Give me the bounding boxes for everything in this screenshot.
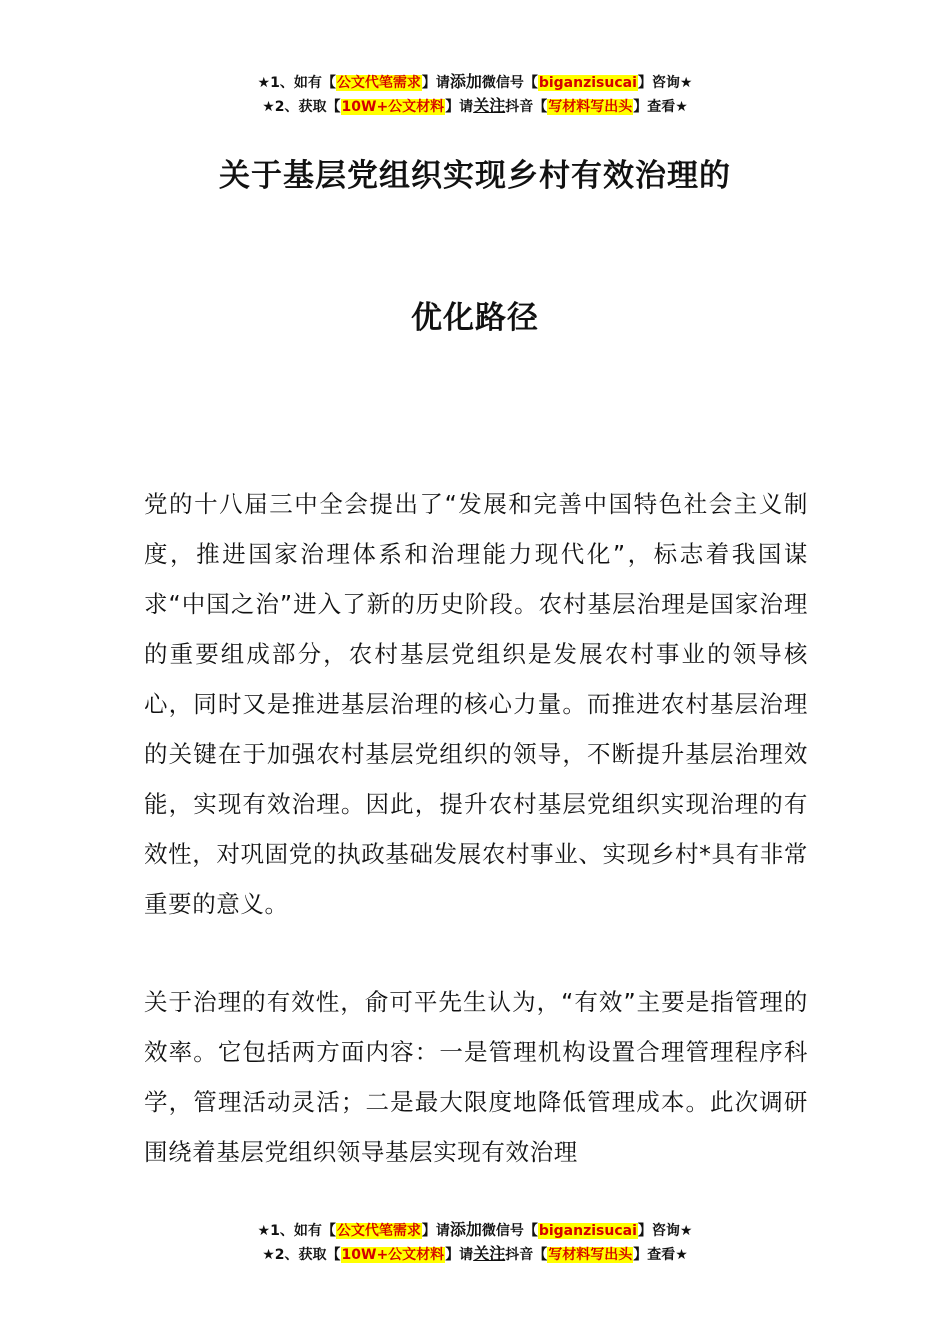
promo-line-2-highlight-douyin: 写材料写出头 — [548, 1247, 633, 1263]
promo-line-2-emphasis: 关注 — [473, 1244, 506, 1263]
header-promo-banner — [0, 70, 950, 118]
promo-line-2-mid: 】请 — [445, 1247, 474, 1263]
promo-line-1 — [0, 70, 950, 94]
promo-line-2-mid2: 抖音【 — [505, 99, 548, 115]
footer-promo-banner — [0, 1218, 950, 1266]
promo-line-2-suffix: 】查看★ — [633, 99, 688, 115]
promo-line-1-prefix: ★1、如有【 — [257, 1223, 336, 1239]
promo-line-1-emphasis: 添加 — [449, 1220, 482, 1239]
promo-line-1-prefix: ★1、如有【 — [257, 75, 336, 91]
promo-line-1 — [0, 1218, 950, 1242]
promo-line-1-suffix: 】咨询★ — [637, 75, 693, 91]
promo-line-1-suffix: 】咨询★ — [637, 1223, 693, 1239]
document-title-line-1: 关于基层党组织实现乡村有效治理的 — [219, 158, 731, 194]
promo-line-2 — [0, 1242, 950, 1266]
body-paragraph-2: 关于治理的有效性，俞可平先生认为，“有效”主要是指管理的效率。它包括两方面内容：一是管理机构设置合理管理程序科学，管理活动灵活；二是最大限度地降低管理成本。此次调研围绕着基层党组织领导基层实现有效治理 — [144, 988, 808, 1166]
promo-line-1-highlight-service: 公文代笔需求 — [336, 75, 421, 91]
promo-line-2-highlight-materials: 10W+公文材料 — [341, 99, 445, 115]
promo-line-2-prefix: ★2、获取【 — [262, 1247, 341, 1263]
promo-line-2-emphasis: 关注 — [473, 96, 506, 115]
promo-line-2-mid: 】请 — [445, 99, 474, 115]
promo-line-1-highlight-service: 公文代笔需求 — [336, 1223, 421, 1239]
promo-line-1-emphasis: 添加 — [449, 72, 482, 91]
promo-line-2-prefix: ★2、获取【 — [262, 99, 341, 115]
promo-line-2-highlight-douyin: 写材料写出头 — [548, 99, 633, 115]
promo-line-1-mid: 】请 — [421, 75, 450, 91]
document-title-line-2: 优化路径 — [411, 300, 539, 336]
promo-line-2-mid2: 抖音【 — [505, 1247, 548, 1263]
promo-line-1-mid2: 微信号【 — [481, 1223, 538, 1239]
promo-line-1-mid: 】请 — [421, 1223, 450, 1239]
promo-line-1-mid2: 微信号【 — [481, 75, 538, 91]
promo-line-1-highlight-wechat: biganzisucai — [538, 1223, 637, 1239]
promo-line-2-suffix: 】查看★ — [633, 1247, 688, 1263]
body-paragraph-1: 党的十八届三中全会提出了“发展和完善中国特色社会主义制度，推进国家治理体系和治理能力现代化”，标志着我国谋求“中国之治”进入了新的历史阶段。农村基层治理是国家治理的重要组成部分，农村基层党组织是发展农村事业的领导核心，同时又是推进基层治理的核心力量。而推进农村基层治理的关键在于加强农村基层党组织的领导，不断提升基层治理效能，实现有效治理。因此，提升农村基层党组织实现治理的有效性，对巩固党的执政基础发展农村事业、实现乡村*具有非常重要的意义。 — [144, 490, 808, 918]
promo-line-2-highlight-materials: 10W+公文材料 — [341, 1247, 445, 1263]
promo-line-1-highlight-wechat: biganzisucai — [538, 75, 637, 91]
promo-line-2 — [0, 94, 950, 118]
